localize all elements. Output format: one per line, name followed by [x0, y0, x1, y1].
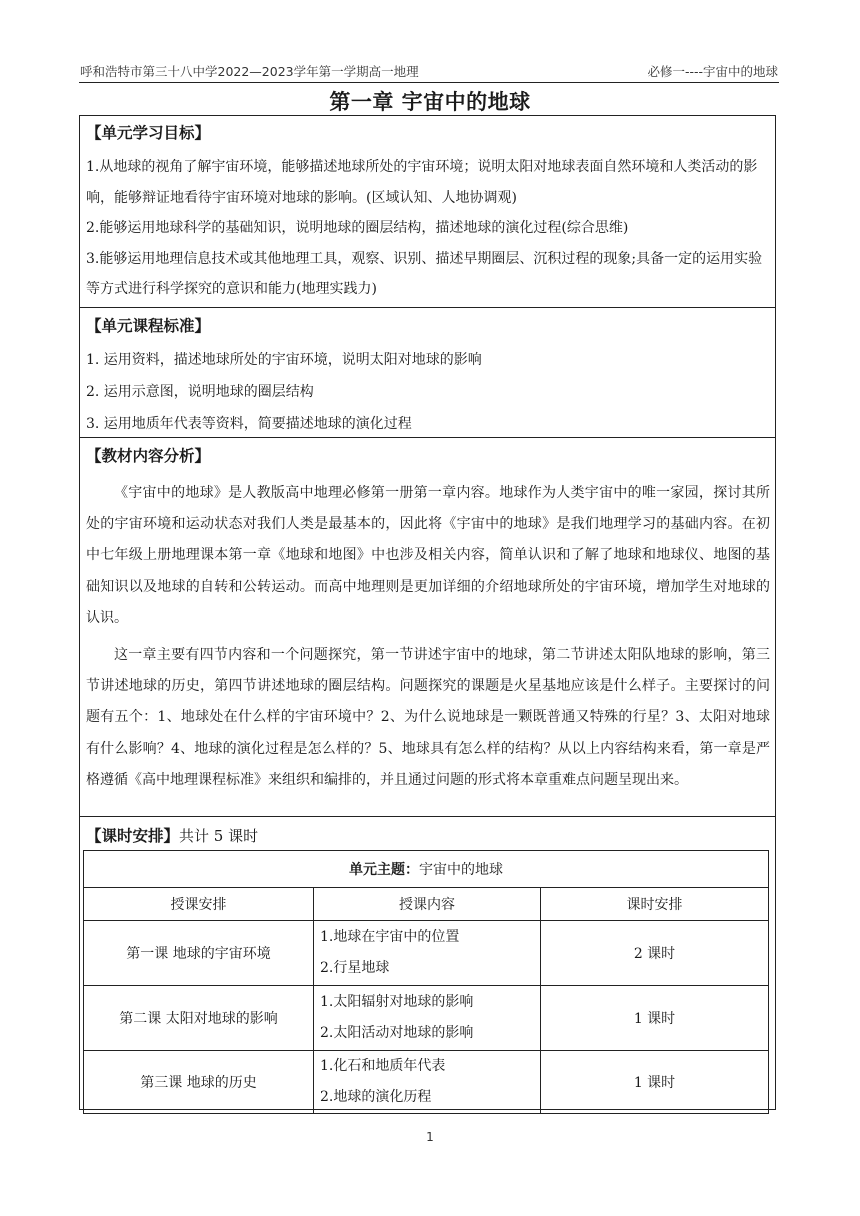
schedule-total-hours: 共计 5 课时 [179, 827, 259, 845]
column-header-hours: 课时安排 [541, 888, 769, 921]
theme-label: 单元主题： [349, 862, 419, 878]
page-number: 1 [426, 1130, 434, 1144]
schedule-heading-label: 【课时安排】 [86, 827, 180, 845]
content-item: 2.太阳活动对地球的影响 [320, 1025, 474, 1041]
analysis-paragraph: 《宇宙中的地球》是人教版高中地理必修第一册第一章内容。地球作为人类宇宙中的唯一家园，探讨其所处的宇宙环境和运动状态对我们人类是最基本的，因此将《宇宙中的地球》是我们地理学习的基础内容。在初中七年级上册地理课本第一章《地球和地图》中也涉及相关内容，简单认识和了解了地球和地球仪、地图的基础知识以及地球的自转和公转运动。而高中地理则是更加详细的介绍地球所处的宇宙环境，增加学生对地球的认识。 [86, 485, 770, 626]
analysis-body [86, 478, 770, 796]
theme-value: 宇宙中的地球 [419, 862, 503, 878]
content-item: 1.地球在宇宙中的位置 [320, 929, 460, 945]
hours-cell: 2 课时 [541, 921, 769, 986]
goal-item: 1.从地球的视角了解宇宙环境，能够描述地球所处的宇宙环境；说明太阳对地球表面自然环境和人类活动的影响，能够辩证地看待宇宙环境对地球的影响。(区域认知、人地协调观) [86, 159, 758, 206]
lesson-cell: 第一课 地球的宇宙环境 [84, 921, 314, 986]
page-title: 第一章 宇宙中的地球 [329, 90, 531, 114]
analysis-heading: 【教材内容分析】 [79, 437, 776, 469]
standard-item: 3. 运用地质年代表等资料，简要描述地球的演化过程 [86, 416, 412, 432]
lesson-cell: 第三课 地球的历史 [84, 1051, 314, 1114]
goal-item: 2.能够运用地球科学的基础知识，说明地球的圈层结构，描述地球的演化过程(综合思维) [86, 220, 629, 236]
goals-body [86, 152, 770, 305]
goals-heading: 【单元学习目标】 [79, 115, 776, 147]
standards-heading: 【单元课程标准】 [79, 307, 776, 339]
analysis-paragraph: 这一章主要有四节内容和一个问题探究，第一节讲述宇宙中的地球，第二节讲述太阳队地球的影响，第三节讲述地球的历史，第四节讲述地球的圈层结构。问题探究的课题是火星基地应该是什么样子。主要探讨的问题有五个：1、地球处在什么样的宇宙环境中？2、为什么说地球是一颗既普通又特殊的行星？3、太阳对地球有什么影响？4、地球的演化过程是怎么样的？5、地球具有怎么样的结构？从以上内容结构来看，第一章是严格遵循《高中地理课程标准》来组织和编排的，并且通过问题的形式将本章重难点问题呈现出来。 [86, 647, 770, 788]
table-row [84, 1051, 769, 1114]
column-header-arrangement: 授课安排 [84, 888, 314, 921]
column-header-content: 授课内容 [314, 888, 541, 921]
lesson-cell: 第二课 太阳对地球的影响 [84, 986, 314, 1051]
hours-cell: 1 课时 [541, 986, 769, 1051]
content-item: 2.地球的演化历程 [320, 1089, 432, 1105]
content-item: 1.太阳辐射对地球的影响 [320, 994, 474, 1010]
standards-body [86, 344, 770, 440]
hours-cell: 1 课时 [541, 1051, 769, 1114]
header-left-text: 呼和浩特市第三十八中学2022—2023学年第一学期高一地理 [80, 64, 419, 79]
content-item: 1.化石和地质年代表 [320, 1058, 446, 1074]
content-cell [314, 986, 541, 1051]
schedule-heading [79, 816, 776, 850]
content-cell [314, 1051, 541, 1114]
table-row [84, 921, 769, 986]
table-row [84, 986, 769, 1051]
standard-item: 1. 运用资料，描述地球所处的宇宙环境，说明太阳对地球的影响 [86, 352, 482, 368]
goal-item: 3.能够运用地理信息技术或其他地理工具，观察、识别、描述早期圈层、沉积过程的现象;具备一定的运用实验等方式进行科学探究的意识和能力(地理实践力) [86, 250, 763, 297]
header-right-text: 必修一----宇宙中的地球 [647, 64, 778, 79]
content-cell [314, 921, 541, 986]
content-item: 2.行星地球 [320, 960, 390, 976]
schedule-table [83, 850, 769, 1114]
theme-cell [84, 851, 769, 888]
header-divider [79, 82, 779, 83]
standard-item: 2. 运用示意图，说明地球的圈层结构 [86, 384, 314, 400]
